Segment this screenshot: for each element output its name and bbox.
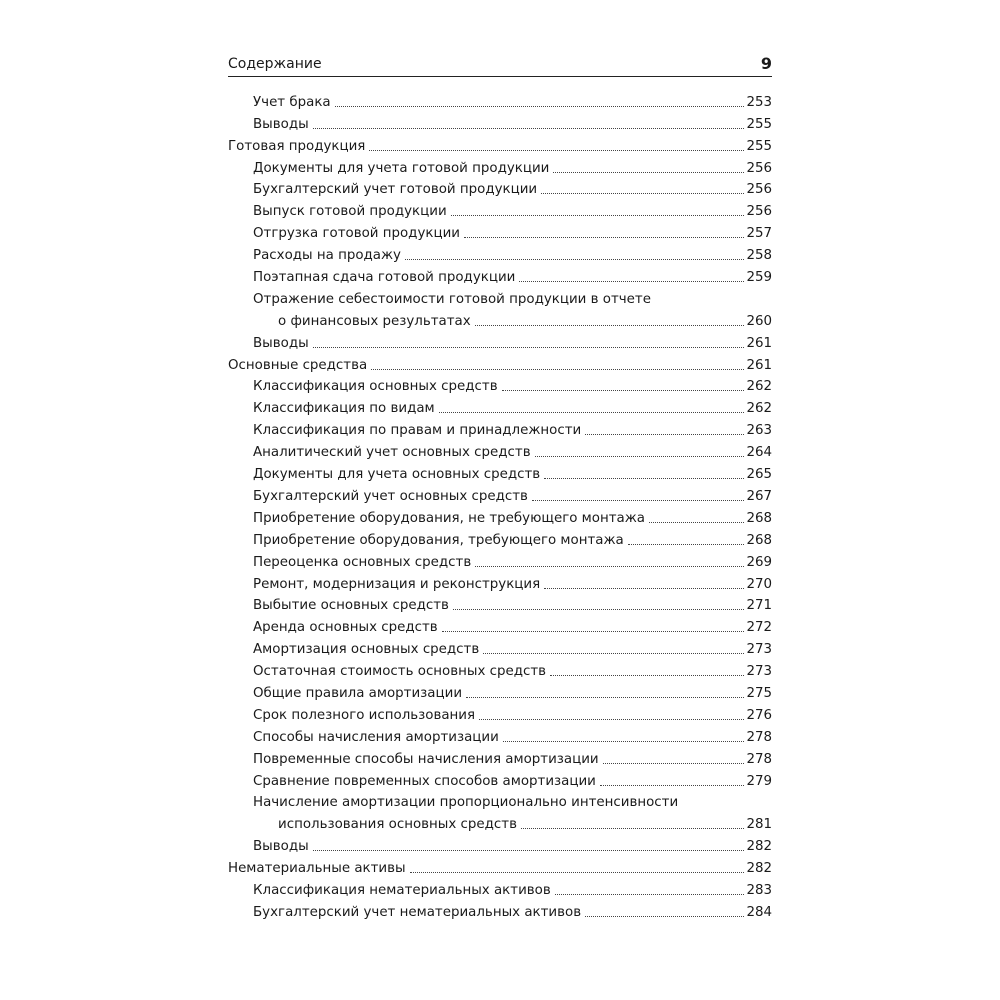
toc-entry-page: 275 bbox=[746, 685, 772, 701]
toc-entry-title: Выбытие основных средств bbox=[253, 598, 449, 614]
toc-entry-title: Приобретение оборудования, не требующего монтажа bbox=[253, 510, 645, 526]
toc-entry-page: 273 bbox=[746, 642, 772, 658]
toc-entry-title: Ремонт, модернизация и реконструкция bbox=[253, 576, 541, 592]
dot-leader bbox=[313, 850, 745, 851]
toc-entry bbox=[228, 637, 772, 659]
toc-entry bbox=[228, 418, 772, 440]
toc-entry-title: Выводы bbox=[253, 335, 309, 351]
dot-leader bbox=[503, 741, 745, 742]
dot-leader bbox=[628, 544, 745, 545]
dot-leader bbox=[541, 193, 744, 194]
dot-leader bbox=[544, 478, 744, 479]
toc-entry-title: Приобретение оборудования, требующего монтажа bbox=[253, 532, 624, 548]
toc-entry-page: 256 bbox=[746, 204, 772, 220]
toc-entry-title: Амортизация основных средств bbox=[253, 642, 480, 658]
running-header bbox=[228, 54, 772, 76]
dot-leader bbox=[535, 456, 745, 457]
toc-entry-page: 283 bbox=[746, 882, 772, 898]
toc-entry-page: 281 bbox=[746, 817, 772, 833]
toc-entry bbox=[228, 550, 772, 572]
dot-leader bbox=[475, 566, 744, 567]
toc-entry bbox=[228, 221, 772, 243]
dot-leader bbox=[555, 894, 745, 895]
dot-leader bbox=[442, 631, 745, 632]
toc-entry-title: Документы для учета готовой продукции bbox=[253, 160, 550, 176]
toc-entry-page: 265 bbox=[746, 467, 772, 483]
dot-leader bbox=[585, 434, 744, 435]
toc-entry-page: 268 bbox=[746, 532, 772, 548]
toc-entry bbox=[228, 375, 772, 397]
toc-entry-title: Классификация основных средств bbox=[253, 379, 498, 395]
header-page-number: 9 bbox=[760, 54, 772, 73]
toc-entry bbox=[228, 594, 772, 616]
toc-entry bbox=[228, 572, 772, 594]
toc-entry bbox=[228, 178, 772, 200]
toc-entry bbox=[228, 834, 772, 856]
toc-entry-page: 255 bbox=[746, 138, 772, 154]
toc-entry bbox=[228, 243, 772, 265]
toc-entry bbox=[228, 791, 772, 835]
toc-entry-page: 264 bbox=[746, 445, 772, 461]
toc-entry-page: 271 bbox=[746, 598, 772, 614]
toc-entry-title: Поэтапная сдача готовой продукции bbox=[253, 270, 516, 286]
toc-entry-title: Классификация по видам bbox=[253, 401, 435, 417]
toc-entry-page: 262 bbox=[746, 401, 772, 417]
toc-entry-page: 256 bbox=[746, 160, 772, 176]
toc-entry bbox=[228, 287, 772, 331]
toc-entry-page: 256 bbox=[746, 182, 772, 198]
toc-entry-title: Выпуск готовой продукции bbox=[253, 204, 447, 220]
dot-leader bbox=[521, 828, 744, 829]
toc-entry-page: 263 bbox=[746, 423, 772, 439]
toc-entry bbox=[228, 265, 772, 287]
dot-leader bbox=[519, 281, 744, 282]
toc-entry-title: Бухгалтерский учет основных средств bbox=[253, 488, 528, 504]
dot-leader bbox=[335, 106, 745, 107]
toc-entry bbox=[228, 112, 772, 134]
toc-entry-title: Срок полезного использования bbox=[253, 707, 476, 723]
toc-entry-title: Начисление амортизации пропорционально интенсивности bbox=[253, 795, 679, 811]
toc-entry bbox=[228, 900, 772, 922]
toc-entry-title: Отгрузка готовой продукции bbox=[253, 226, 460, 242]
header-title: Содержание bbox=[228, 56, 322, 72]
toc-entry-page: 278 bbox=[746, 729, 772, 745]
toc-entry-page: 268 bbox=[746, 510, 772, 526]
toc-entry bbox=[228, 769, 772, 791]
dot-leader bbox=[466, 697, 744, 698]
toc-entry-title: Классификация по правам и принадлежности bbox=[253, 423, 582, 439]
dot-leader bbox=[553, 172, 744, 173]
toc-entry-title-continuation: использования основных средств bbox=[278, 817, 517, 833]
toc-entry-title: Бухгалтерский учет нематериальных активов bbox=[253, 904, 582, 920]
toc-entry-page: 270 bbox=[746, 576, 772, 592]
toc-entry bbox=[228, 90, 772, 112]
toc-entry-title: Классификация нематериальных активов bbox=[253, 882, 551, 898]
toc-entry-title: Учет брака bbox=[253, 94, 331, 110]
toc-entry-page: 261 bbox=[746, 335, 772, 351]
toc-entry-title: Сравнение повременных способов амортизации bbox=[253, 773, 596, 789]
toc-entry-title: Нематериальные активы bbox=[228, 861, 406, 877]
toc-entry-title: Отражение себестоимости готовой продукции в отчете bbox=[253, 291, 651, 307]
toc-entry-title: Повременные способы начисления амортизации bbox=[253, 751, 599, 767]
toc-entry bbox=[228, 353, 772, 375]
dot-leader bbox=[585, 916, 744, 917]
dot-leader bbox=[371, 369, 744, 370]
toc-entry bbox=[228, 878, 772, 900]
toc-entry bbox=[228, 615, 772, 637]
dot-leader bbox=[603, 763, 745, 764]
toc-entry-title: Готовая продукция bbox=[228, 138, 366, 154]
toc-entry bbox=[228, 462, 772, 484]
toc-entry-title: Выводы bbox=[253, 116, 309, 132]
dot-leader bbox=[600, 785, 745, 786]
toc-entry-page: 279 bbox=[746, 773, 772, 789]
toc-entry-page: 267 bbox=[746, 488, 772, 504]
dot-leader bbox=[550, 675, 744, 676]
toc-entry bbox=[228, 681, 772, 703]
dot-leader bbox=[479, 719, 744, 720]
toc-entry bbox=[228, 856, 772, 878]
dot-leader bbox=[475, 325, 745, 326]
toc-entry-title: Расходы на продажу bbox=[253, 248, 401, 264]
toc-entry bbox=[228, 725, 772, 747]
dot-leader bbox=[502, 390, 745, 391]
toc-entry bbox=[228, 440, 772, 462]
dot-leader bbox=[464, 237, 744, 238]
dot-leader bbox=[483, 653, 744, 654]
dot-leader bbox=[453, 609, 745, 610]
toc-entry-title: Аналитический учет основных средств bbox=[253, 445, 531, 461]
dot-leader bbox=[544, 588, 744, 589]
toc-entry bbox=[228, 156, 772, 178]
toc-entry-page: 278 bbox=[746, 751, 772, 767]
toc-entry-title: Бухгалтерский учет готовой продукции bbox=[253, 182, 538, 198]
toc-entry bbox=[228, 396, 772, 418]
dot-leader bbox=[313, 128, 745, 129]
toc-entry-page: 259 bbox=[746, 270, 772, 286]
toc-entry-page: 282 bbox=[746, 839, 772, 855]
toc-entry-page: 255 bbox=[746, 116, 772, 132]
toc-entry bbox=[228, 528, 772, 550]
dot-leader bbox=[439, 412, 745, 413]
toc-entry-page: 253 bbox=[746, 94, 772, 110]
toc-entry bbox=[228, 506, 772, 528]
toc-entry bbox=[228, 199, 772, 221]
dot-leader bbox=[410, 872, 745, 873]
toc-entry bbox=[228, 659, 772, 681]
toc-entry-title: Аренда основных средств bbox=[253, 620, 438, 636]
toc-entry-page: 284 bbox=[746, 904, 772, 920]
toc-entry-page: 282 bbox=[746, 861, 772, 877]
toc-entry-title: Общие правила амортизации bbox=[253, 685, 463, 701]
toc-entry-page: 261 bbox=[746, 357, 772, 373]
toc-entry bbox=[228, 484, 772, 506]
dot-leader bbox=[369, 150, 744, 151]
toc-entry bbox=[228, 331, 772, 353]
toc-entry-title: Основные средства bbox=[228, 357, 368, 373]
toc-entry bbox=[228, 134, 772, 156]
toc-entry bbox=[228, 703, 772, 725]
toc-entry-page: 262 bbox=[746, 379, 772, 395]
dot-leader bbox=[451, 215, 745, 216]
dot-leader bbox=[405, 259, 744, 260]
toc-entry-page: 257 bbox=[746, 226, 772, 242]
toc-entry-title: Переоценка основных средств bbox=[253, 554, 472, 570]
toc-entry-page: 276 bbox=[746, 707, 772, 723]
header-rule bbox=[228, 76, 772, 77]
toc-entry-page: 258 bbox=[746, 248, 772, 264]
dot-leader bbox=[313, 347, 745, 348]
toc-entry-page: 272 bbox=[746, 620, 772, 636]
toc-entry-title-continuation: о финансовых результатах bbox=[278, 313, 471, 329]
dot-leader bbox=[532, 500, 745, 501]
toc-entry bbox=[228, 747, 772, 769]
toc-entry-title: Выводы bbox=[253, 839, 309, 855]
dot-leader bbox=[649, 522, 744, 523]
table-of-contents bbox=[228, 90, 772, 922]
toc-entry-page: 260 bbox=[746, 313, 772, 329]
toc-entry-title: Остаточная стоимость основных средств bbox=[253, 664, 547, 680]
toc-entry-page: 269 bbox=[746, 554, 772, 570]
toc-entry-title: Документы для учета основных средств bbox=[253, 467, 541, 483]
toc-entry-title: Способы начисления амортизации bbox=[253, 729, 499, 745]
toc-entry-page: 273 bbox=[746, 664, 772, 680]
